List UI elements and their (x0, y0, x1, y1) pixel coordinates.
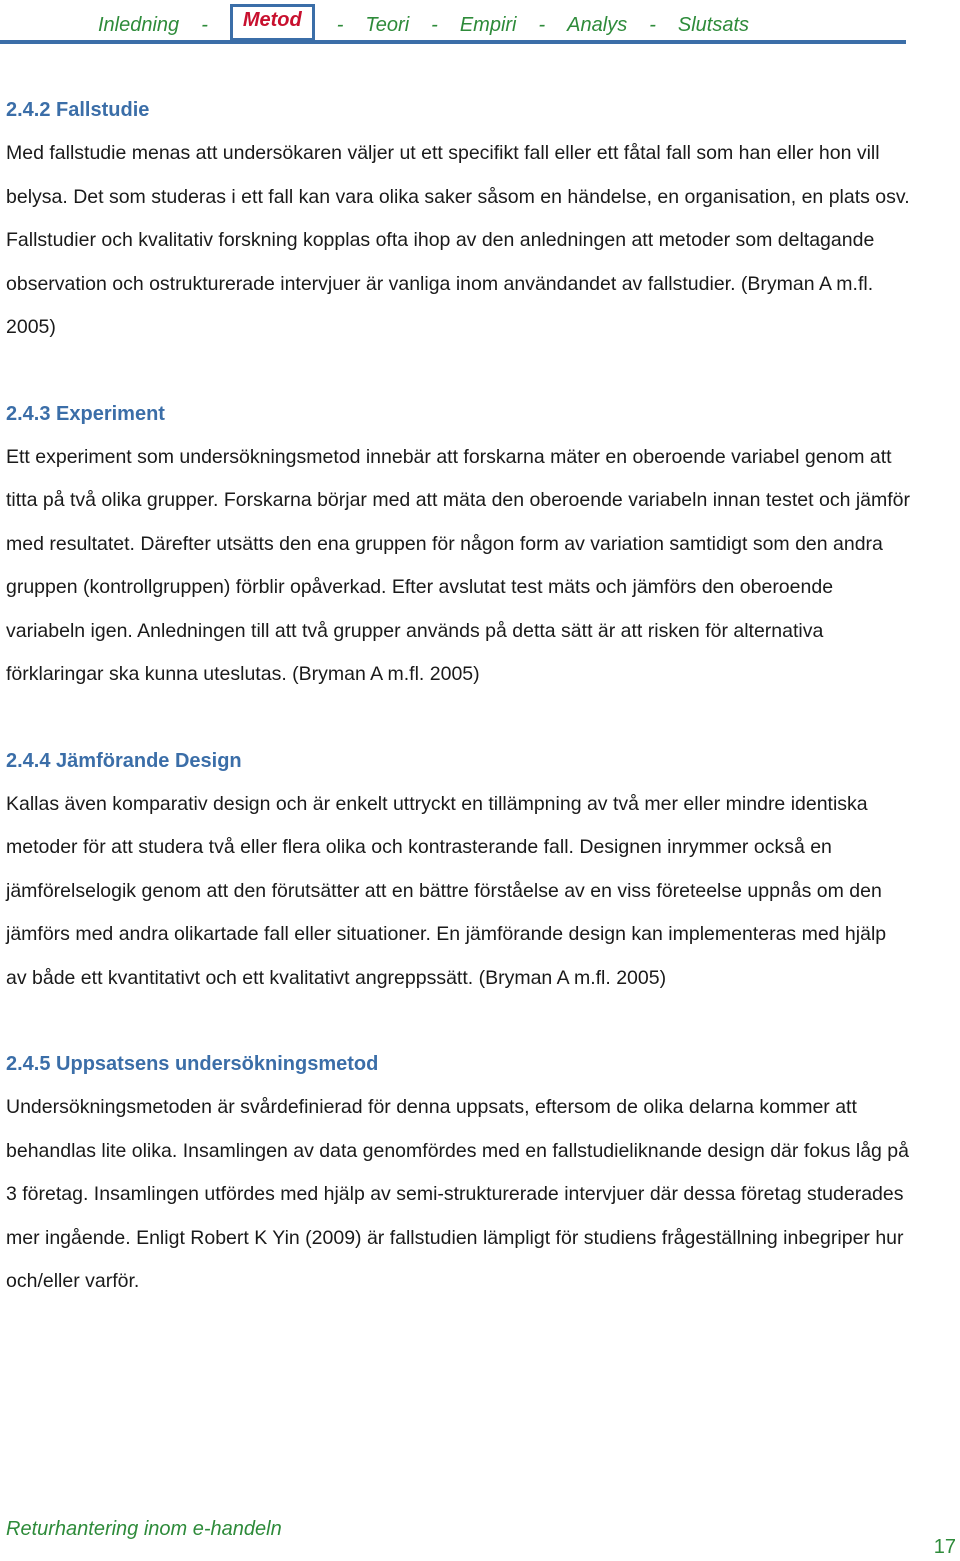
nav-item-slutsats[interactable]: Slutsats (677, 14, 750, 36)
page-number: 17 (933, 1536, 956, 1558)
document-body (6, 88, 911, 1304)
section-paragraph: Ett experiment som undersökningsmetod innebär att forskarna mäter en oberoende variabel genom att titta på två olika grupper. Forskarna börjar med att mäta den oberoende variabeln innan testet och jämför med resultatet. Därefter utsätts den ena gruppen för någon form av variation samtidigt som den andra gruppen (kontrollgruppen) förblir opåverkad. Efter avslutat test mäts och jämförs den oberoende variabeln igen. Anledningen till att två grupper används på detta sätt är att risken för alternativa förklaringar ska kunna uteslutas. (Bryman A m.fl. 2005) (6, 445, 911, 685)
section-heading: 2.4.3 Experiment (6, 402, 165, 425)
section-paragraph: Med fallstudie menas att undersökaren väljer ut ett specifikt fall eller ett fåtal fall som han eller hon vill belysa. Det som studeras i ett fall kan vara olika saker såsom en händelse, en organisation, en plats osv. Fallstudier och kvalitativ forskning kopplas ofta ihop av den anledningen att metoder som deltagande observation och ostrukturerade intervjuer är vanliga inom användandet av fallstudier. (Bryman A m.fl. 2005) (6, 142, 910, 338)
section-heading: 2.4.2 Fallstudie (6, 99, 150, 121)
section-undersokningsmetod (6, 1042, 911, 1304)
section-heading: 2.4.4 Jämförande Design (6, 749, 242, 772)
section-heading: 2.4.5 Uppsatsens undersökningsmetod (6, 1053, 379, 1075)
section-jamforande-design (6, 739, 911, 1001)
nav-item-inledning[interactable]: Inledning (98, 14, 180, 36)
section-fallstudie (6, 88, 911, 350)
nav-item-empiri[interactable]: Empiri (459, 14, 517, 36)
nav-separator: - (431, 14, 438, 36)
nav-separator: - (538, 14, 546, 36)
nav-separator: - (649, 14, 656, 36)
section-experiment (6, 392, 911, 697)
section-paragraph: Kallas även komparativ design och är enkelt uttryckt en tillämpning av två mer eller mindre identiska metoder för att studera två eller flera olika och kontrasterande fall. Designen inrymmer också en jämförelselogik genom att den förutsätter att en bättre förståelse av en viss företeelse uppnås om den jämförs med andra olikartade fall eller situationer. En jämförande design kan implementeras med hjälp av både ett kvantitativt och ett kvalitativt angreppssätt. (Bryman A m.fl. 2005) (6, 792, 887, 989)
nav-item-metod[interactable]: Metod (230, 4, 315, 41)
nav-separator: - (201, 14, 208, 36)
nav-item-teori[interactable]: Teori (365, 14, 410, 36)
nav-items (98, 10, 749, 41)
chapter-navigation (0, 0, 960, 46)
section-paragraph: Undersökningsmetoden är svårdefinierad för denna uppsats, eftersom de olika delarna kommer att behandlas lite olika. Insamlingen av data genomfördes med en fallstudieliknande design där fokus låg på 3 företag. Insamlingen utfördes med hjälp av semi-strukturerade intervjuer där dessa företag studerades mer ingående. Enligt Robert K Yin (2009) är fallstudien lämpligt för studiens frågeställning inbegriper hur och/eller varför. (6, 1096, 909, 1292)
nav-item-analys[interactable]: Analys (567, 14, 628, 36)
nav-separator: - (336, 14, 344, 36)
footer-document-title: Returhantering inom e-handeln (6, 1518, 282, 1540)
